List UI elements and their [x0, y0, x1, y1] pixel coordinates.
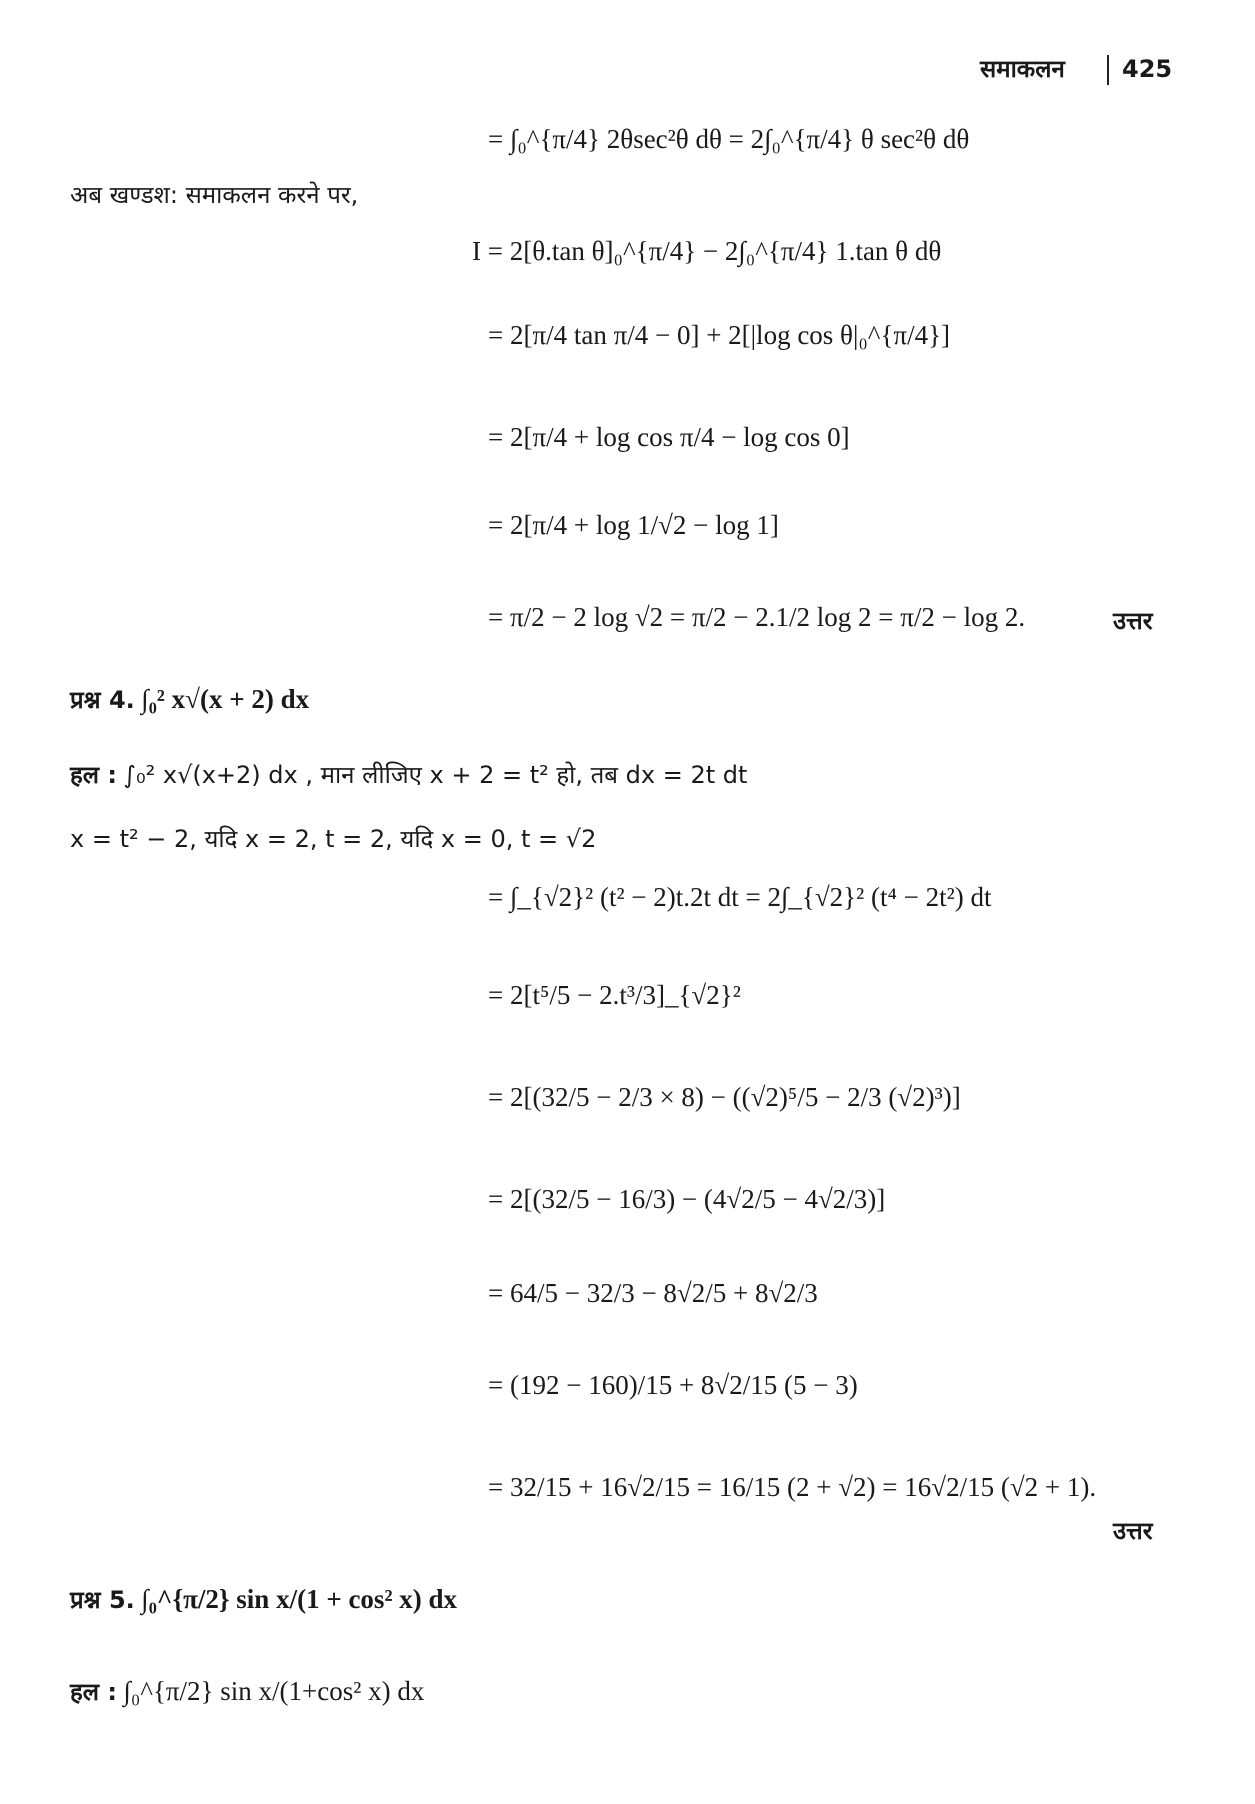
question-4	[70, 682, 309, 717]
text-line: अब खण्डश: समाकलन करने पर,	[70, 181, 359, 209]
solution-text: ∫₀² x√(x+2) dx , मान लीजिए x + 2 = t² हो, तब dx = 2t dt	[123, 761, 748, 789]
answer-marker: उत्तर	[1113, 1517, 1153, 1545]
equation-line: = 2[π/4 + log cos π/4 − log cos 0]	[488, 422, 850, 452]
equation-line: = (192 − 160)/15 + 8√2/15 (5 − 3)	[488, 1370, 858, 1400]
solution-intro	[70, 1674, 424, 1709]
chapter-title: समाकलन	[980, 55, 1065, 83]
question-5	[70, 1582, 457, 1617]
question-expression: ∫₀² x√(x + 2) dx	[141, 684, 310, 714]
solution-intro	[70, 758, 747, 792]
equation-line: = 2[π/4 tan π/4 − 0] + 2[|log cos θ|₀^{π/4}]	[488, 320, 951, 350]
equation-line: = 32/15 + 16√2/15 = 16/15 (2 + √2) = 16√2/15 (√2 + 1).	[488, 1472, 1097, 1502]
solution-label: हल :	[70, 761, 117, 789]
solution-text: ∫₀^{π/2} sin x/(1+cos² x) dx	[123, 1676, 425, 1706]
equation-line: = 2[(32/5 − 2/3 × 8) − ((√2)⁵/5 − 2/3 (√2)³)]	[488, 1082, 961, 1112]
text-line: x = t² − 2, यदि x = 2, t = 2, यदि x = 0, t = √2	[70, 825, 597, 853]
page-number: 425	[1122, 55, 1173, 83]
solution-label: हल :	[70, 1678, 117, 1706]
question-expression: ∫₀^{π/2} sin x/(1 + cos² x) dx	[141, 1584, 458, 1614]
question-label: प्रश्न 5.	[70, 1586, 135, 1614]
header-divider	[1107, 55, 1109, 85]
equation-line: = 2[(32/5 − 16/3) − (4√2/5 − 4√2/3)]	[488, 1184, 886, 1214]
equation-line: = π/2 − 2 log √2 = π/2 − 2.1/2 log 2 = π/2 − log 2.	[488, 602, 1026, 632]
equation-line: = 64/5 − 32/3 − 8√2/5 + 8√2/3	[488, 1278, 818, 1308]
question-label: प्रश्न 4.	[70, 686, 135, 714]
equation-line: = ∫_{√2}² (t² − 2)t.2t dt = 2∫_{√2}² (t⁴ − 2t²) dt	[488, 882, 992, 912]
equation-line: = ∫₀^{π/4} 2θsec²θ dθ = 2∫₀^{π/4} θ sec²θ dθ	[488, 124, 970, 154]
equation-line: = 2[π/4 + log 1/√2 − log 1]	[488, 510, 779, 540]
equation-line: I = 2[θ.tan θ]₀^{π/4} − 2∫₀^{π/4} 1.tan θ dθ	[472, 236, 942, 266]
equation-line: = 2[t⁵/5 − 2.t³/3]_{√2}²	[488, 980, 741, 1010]
answer-marker: उत्तर	[1113, 607, 1153, 635]
